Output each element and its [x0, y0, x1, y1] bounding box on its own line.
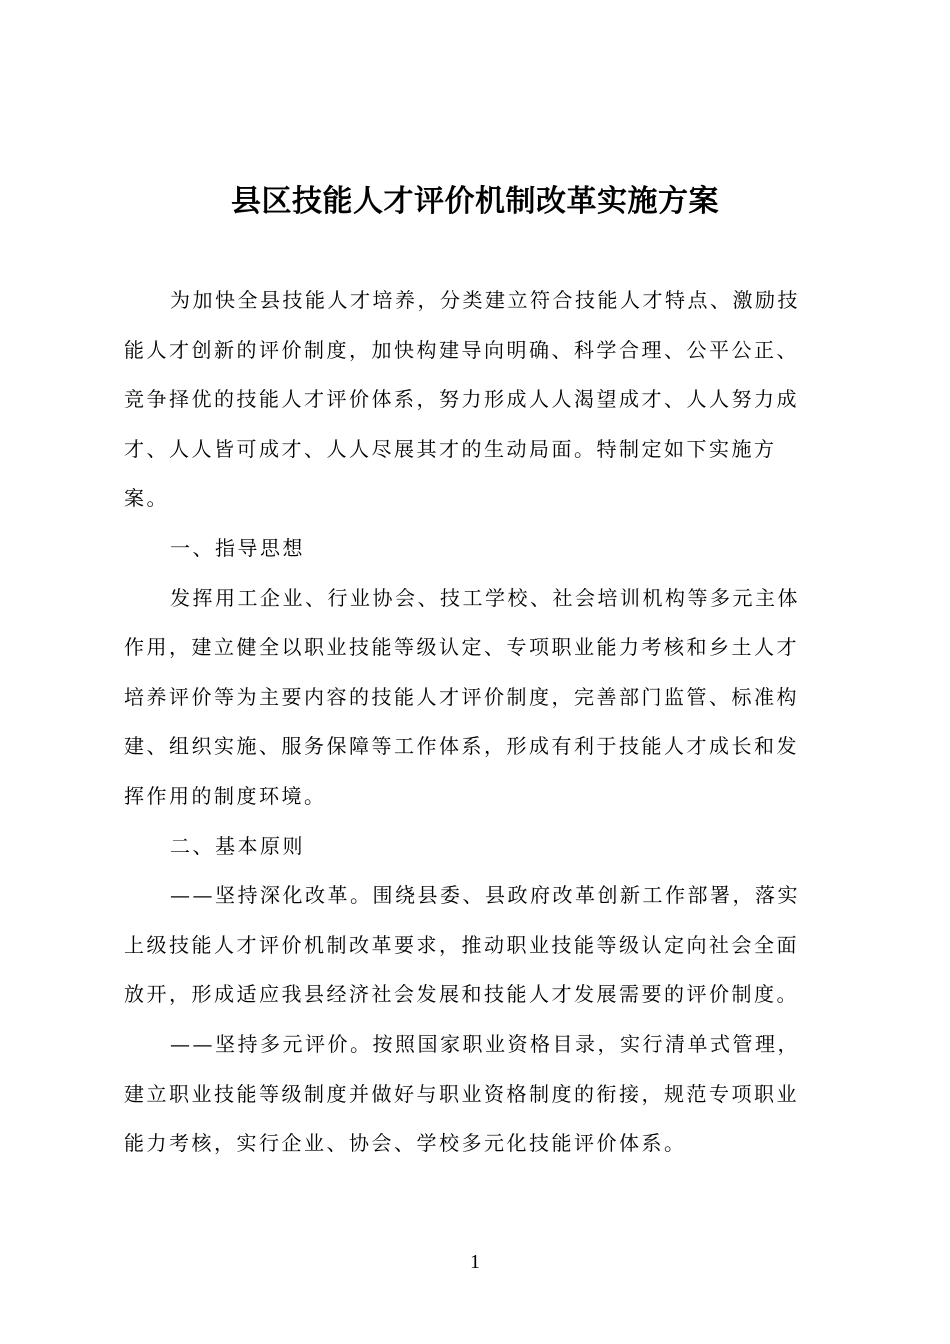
- text-line: 竞争择优的技能人才评价体系，努力形成人人渴望成才、人人努力成: [124, 387, 799, 412]
- document-body: [124, 282, 834, 1175]
- text-line: 放开，形成适应我县经济社会发展和技能人才发展需要的评价制度。: [124, 982, 799, 1007]
- text-line: 作用，建立健全以职业技能等级认定、专项职业能力考核和乡土人才: [124, 635, 799, 660]
- section-heading: 二、基本原则: [170, 833, 305, 858]
- document-title: 县区技能人才评价机制改革实施方案: [231, 184, 719, 219]
- text-line: 为加快全县技能人才培养，分类建立符合技能人才特点、激励技: [170, 288, 800, 312]
- text-line: 挥作用的制度环境。: [124, 783, 327, 808]
- text-line: 才、人人皆可成才、人人尽展其才的生动局面。特制定如下实施方: [124, 436, 777, 461]
- text-line: 能力考核，实行企业、协会、学校多元化技能评价体系。: [124, 1131, 687, 1156]
- page-number: 1: [470, 1251, 480, 1273]
- text-line: ——坚持深化改革。围绕县委、县政府改革创新工作部署，落实: [170, 883, 800, 908]
- section-heading: 一、指导思想: [170, 535, 305, 560]
- text-line: 能人才创新的评价制度，加快构建导向明确、科学合理、公平公正、: [124, 337, 799, 362]
- text-line: 建立职业技能等级制度并做好与职业资格制度的衔接，规范专项职业: [124, 1081, 799, 1106]
- text-line: 上级技能人才评价机制改革要求，推动职业技能等级认定向社会全面: [124, 932, 799, 957]
- text-line: 案。: [124, 486, 169, 511]
- text-line: 培养评价等为主要内容的技能人才评价制度，完善部门监管、标准构: [124, 684, 799, 709]
- text-line: ——坚持多元评价。按照国家职业资格目录，实行清单式管理，: [170, 1031, 800, 1056]
- text-line: 发挥用工企业、行业协会、技工学校、社会培训机构等多元主体: [170, 585, 800, 610]
- text-line: 建、组织实施、服务保障等工作体系，形成有利于技能人才成长和发: [124, 734, 799, 759]
